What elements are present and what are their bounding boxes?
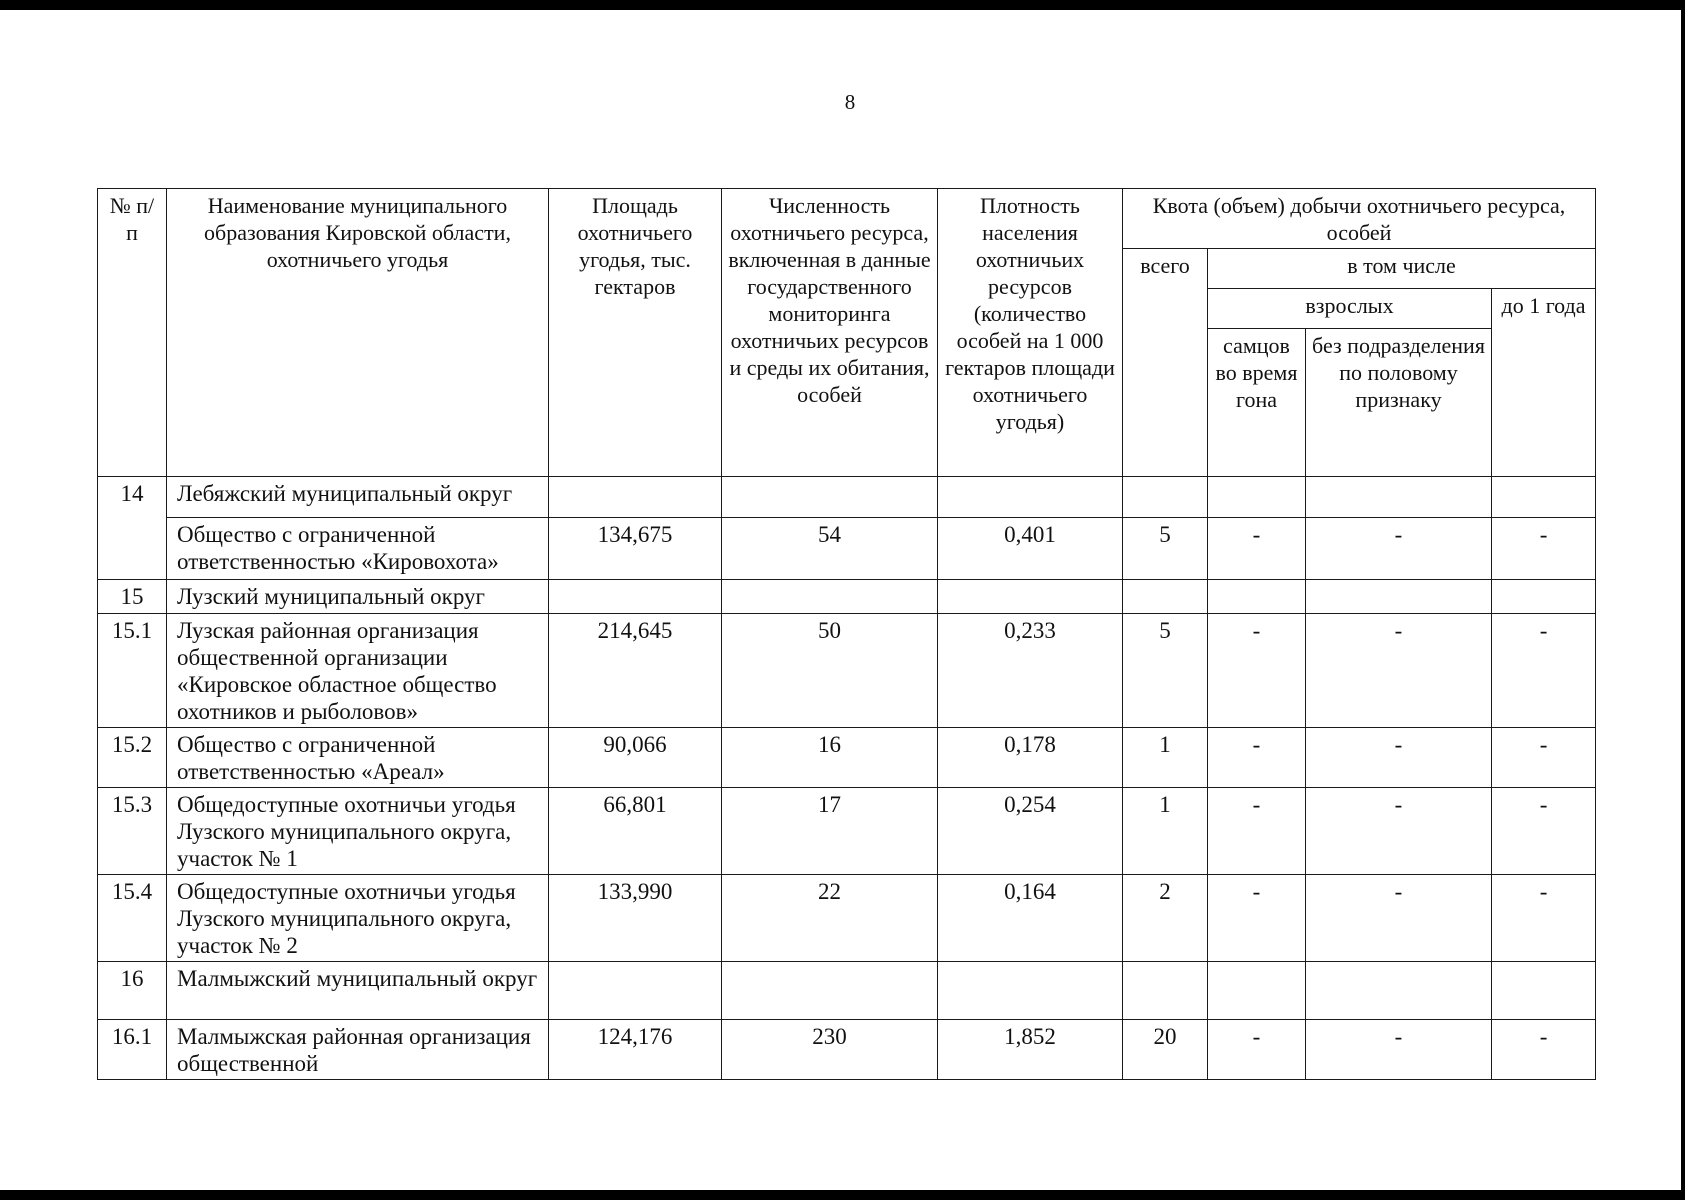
quota-table: [97, 188, 1596, 1080]
row-population: 230: [722, 1020, 938, 1080]
row-area: 214,645: [549, 614, 722, 728]
row-total: 1: [1123, 728, 1208, 788]
row-area: 124,176: [549, 1020, 722, 1080]
row-density: 0,178: [938, 728, 1123, 788]
table-row: [98, 728, 1596, 788]
row-total: [1123, 477, 1208, 518]
row-area: 133,990: [549, 875, 722, 962]
row-number: 15.2: [98, 728, 167, 788]
row-number: 15: [98, 580, 167, 614]
row-name: Лузский муниципальный округ: [167, 580, 549, 614]
row-population: 17: [722, 788, 938, 875]
table-row: [98, 1020, 1596, 1080]
row-nosex: -: [1306, 788, 1492, 875]
header-no-sex-division: без подразделения по половому признаку: [1306, 329, 1492, 477]
row-young: -: [1492, 875, 1596, 962]
table-row: [98, 788, 1596, 875]
row-population: [722, 477, 938, 518]
row-total: 5: [1123, 518, 1208, 580]
row-area: 134,675: [549, 518, 722, 580]
row-males: -: [1208, 1020, 1306, 1080]
row-nosex: [1306, 962, 1492, 1020]
header-name: Наименование муниципального образования Кировской области, охотничьего угодья: [167, 189, 549, 477]
row-name: Лебяжский муниципальный округ: [167, 477, 549, 518]
row-nosex: -: [1306, 728, 1492, 788]
row-density: [938, 580, 1123, 614]
row-number: 14: [98, 477, 167, 580]
row-nosex: [1306, 580, 1492, 614]
row-males: -: [1208, 728, 1306, 788]
row-males: [1208, 580, 1306, 614]
table-row: [98, 875, 1596, 962]
table-header-row: [98, 189, 1596, 249]
row-total: 20: [1123, 1020, 1208, 1080]
row-name: Малмыжский муниципальный округ: [167, 962, 549, 1020]
row-young: [1492, 477, 1596, 518]
row-population: 50: [722, 614, 938, 728]
row-young: -: [1492, 614, 1596, 728]
row-nosex: -: [1306, 875, 1492, 962]
row-nosex: -: [1306, 614, 1492, 728]
header-adults: взрослых: [1208, 289, 1492, 329]
row-name: Общедоступные охотничьи угодья Лузского муниципального округа, участок № 2: [167, 875, 549, 962]
table-row: [98, 518, 1596, 580]
row-population: 22: [722, 875, 938, 962]
table-row: [98, 477, 1596, 518]
row-young: -: [1492, 728, 1596, 788]
row-population: 54: [722, 518, 938, 580]
row-area: [549, 477, 722, 518]
row-total: 1: [1123, 788, 1208, 875]
row-area: [549, 580, 722, 614]
header-quota: Квота (объем) добычи охотничьего ресурса, особей: [1123, 189, 1596, 249]
row-density: 0,233: [938, 614, 1123, 728]
row-number: 16: [98, 962, 167, 1020]
row-total: [1123, 580, 1208, 614]
row-males: -: [1208, 875, 1306, 962]
row-males: -: [1208, 788, 1306, 875]
row-number: 15.1: [98, 614, 167, 728]
row-young: -: [1492, 518, 1596, 580]
table-row: [98, 962, 1596, 1020]
row-total: [1123, 962, 1208, 1020]
header-males-rut: самцов во время гона: [1208, 329, 1306, 477]
row-density: [938, 477, 1123, 518]
row-total: 5: [1123, 614, 1208, 728]
header-density: Плотность населения охотничьих ресурсов (количество особей на 1 000 гектаров площади охотничьего угодья): [938, 189, 1123, 477]
row-density: 1,852: [938, 1020, 1123, 1080]
header-under-one-year: до 1 года: [1492, 289, 1596, 477]
row-number: 15.3: [98, 788, 167, 875]
row-name: Лузская районная организация общественной организации «Кировское областное общество охотников и рыболовов»: [167, 614, 549, 728]
page-number: 8: [844, 90, 856, 114]
row-density: 0,401: [938, 518, 1123, 580]
row-young: -: [1492, 1020, 1596, 1080]
row-population: [722, 580, 938, 614]
row-area: 66,801: [549, 788, 722, 875]
row-young: [1492, 580, 1596, 614]
row-males: [1208, 477, 1306, 518]
header-population: Численность охотничьего ресурса, включенная в данные государственного мониторинга охотничьих ресурсов и среды их обитания, особей: [722, 189, 938, 477]
row-number: 15.4: [98, 875, 167, 962]
row-total: 2: [1123, 875, 1208, 962]
row-population: 16: [722, 728, 938, 788]
row-males: -: [1208, 614, 1306, 728]
row-area: [549, 962, 722, 1020]
row-density: [938, 962, 1123, 1020]
row-density: 0,164: [938, 875, 1123, 962]
header-total: всего: [1123, 249, 1208, 477]
row-nosex: -: [1306, 518, 1492, 580]
row-males: [1208, 962, 1306, 1020]
row-nosex: -: [1306, 1020, 1492, 1080]
table-row: [98, 580, 1596, 614]
row-young: -: [1492, 788, 1596, 875]
document-page: [0, 10, 1681, 1190]
row-males: -: [1208, 518, 1306, 580]
row-name: Малмыжская районная организация общественной: [167, 1020, 549, 1080]
row-name: Общество с ограниченной ответственностью «Ареал»: [167, 728, 549, 788]
header-area: Площадь охотничьего угодья, тыс. гектаров: [549, 189, 722, 477]
row-number: 16.1: [98, 1020, 167, 1080]
row-population: [722, 962, 938, 1020]
row-young: [1492, 962, 1596, 1020]
row-area: 90,066: [549, 728, 722, 788]
row-name: Общедоступные охотничьи угодья Лузского муниципального округа, участок № 1: [167, 788, 549, 875]
header-including: в том числе: [1208, 249, 1596, 289]
table-row: [98, 614, 1596, 728]
row-density: 0,254: [938, 788, 1123, 875]
row-nosex: [1306, 477, 1492, 518]
row-name: Общество с ограниченной ответственностью «Кировохота»: [167, 518, 549, 580]
header-number: № п/п: [98, 189, 167, 477]
